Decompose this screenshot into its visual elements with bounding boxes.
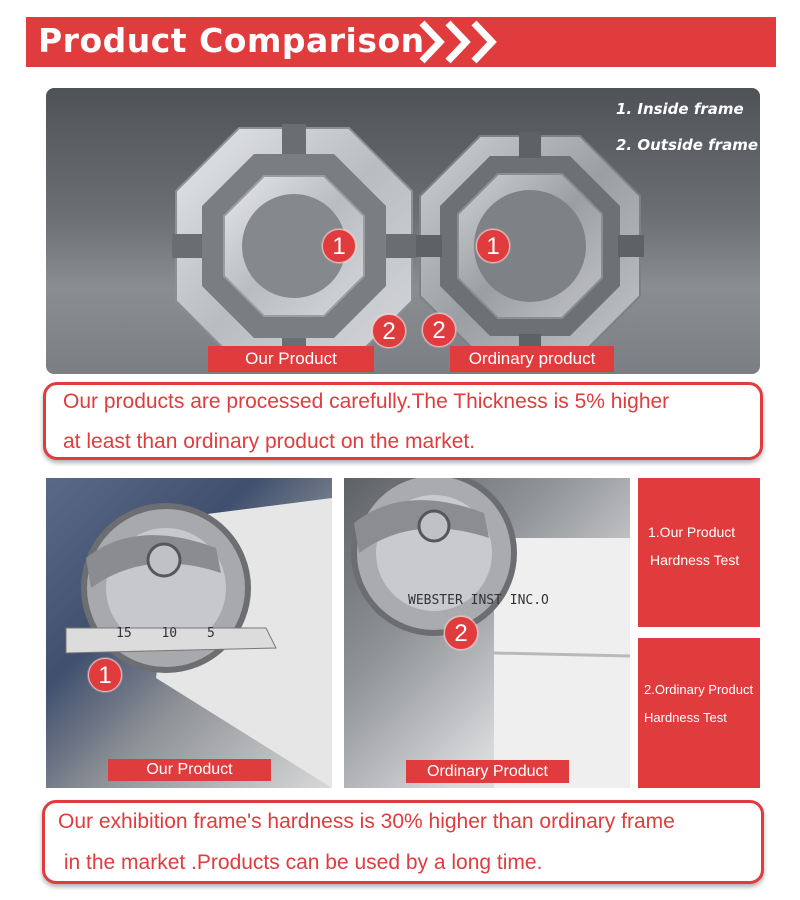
label-hardness-ordinary-product: Ordinary Product (406, 760, 569, 783)
gauge-number-15: 15 (116, 626, 132, 641)
label-our-product: Our Product (208, 346, 374, 372)
thickness-callout-line2: at least than ordinary product on the market. (63, 430, 476, 453)
hardness-box-ours-line1: 1.Our Product (648, 524, 736, 540)
hardness-callout-line1: Our exhibition frame's hardness is 30% higher than ordinary frame (58, 810, 675, 833)
hardness-box-ours-line2: Hardness Test (650, 552, 740, 568)
hardness-callout (42, 800, 764, 884)
marker-inside-ours: 1 (322, 229, 356, 263)
marker-outside-ordinary: 2 (422, 313, 456, 347)
thickness-callout (43, 382, 763, 460)
hardness-test-box-ours (638, 478, 760, 627)
label-ordinary-product: Ordinary product (450, 346, 614, 372)
hardness-photo-ordinary (344, 478, 630, 788)
legend-inside-frame: 1. Inside frame (616, 100, 744, 118)
profile-comparison-photo (46, 88, 760, 374)
gauge-number-10: 10 (161, 626, 178, 641)
page-title: Product Comparison (38, 21, 425, 60)
hardness-callout-line2: in the market .Products can be used by a long time. (58, 851, 543, 874)
hardness-box-ordinary-line1: 2.Ordinary Product (644, 682, 754, 697)
thickness-callout-line1: Our products are processed carefully.The Thickness is 5% higher (63, 390, 670, 413)
header-banner (26, 17, 776, 67)
chevrons-icon (414, 17, 524, 67)
legend-outside-frame: 2. Outside frame (616, 136, 759, 154)
label-hardness-our-product: Our Product (108, 759, 271, 781)
hardness-box-ordinary-line2: Hardness Test (644, 710, 727, 725)
hardness-test-box-ordinary (638, 638, 760, 788)
hardness-photo-ours (46, 478, 332, 788)
marker-inside-ordinary: 1 (476, 229, 510, 263)
marker-outside-ours: 2 (372, 314, 406, 348)
gauge-number-5: 5 (206, 626, 215, 641)
gauge-brand-text: WEBSTER INST INC.O (408, 593, 549, 608)
marker-hardness-ours: 1 (88, 658, 122, 692)
marker-hardness-ordinary: 2 (444, 616, 478, 650)
hardness-gauge-illustration-ordinary (344, 478, 630, 788)
